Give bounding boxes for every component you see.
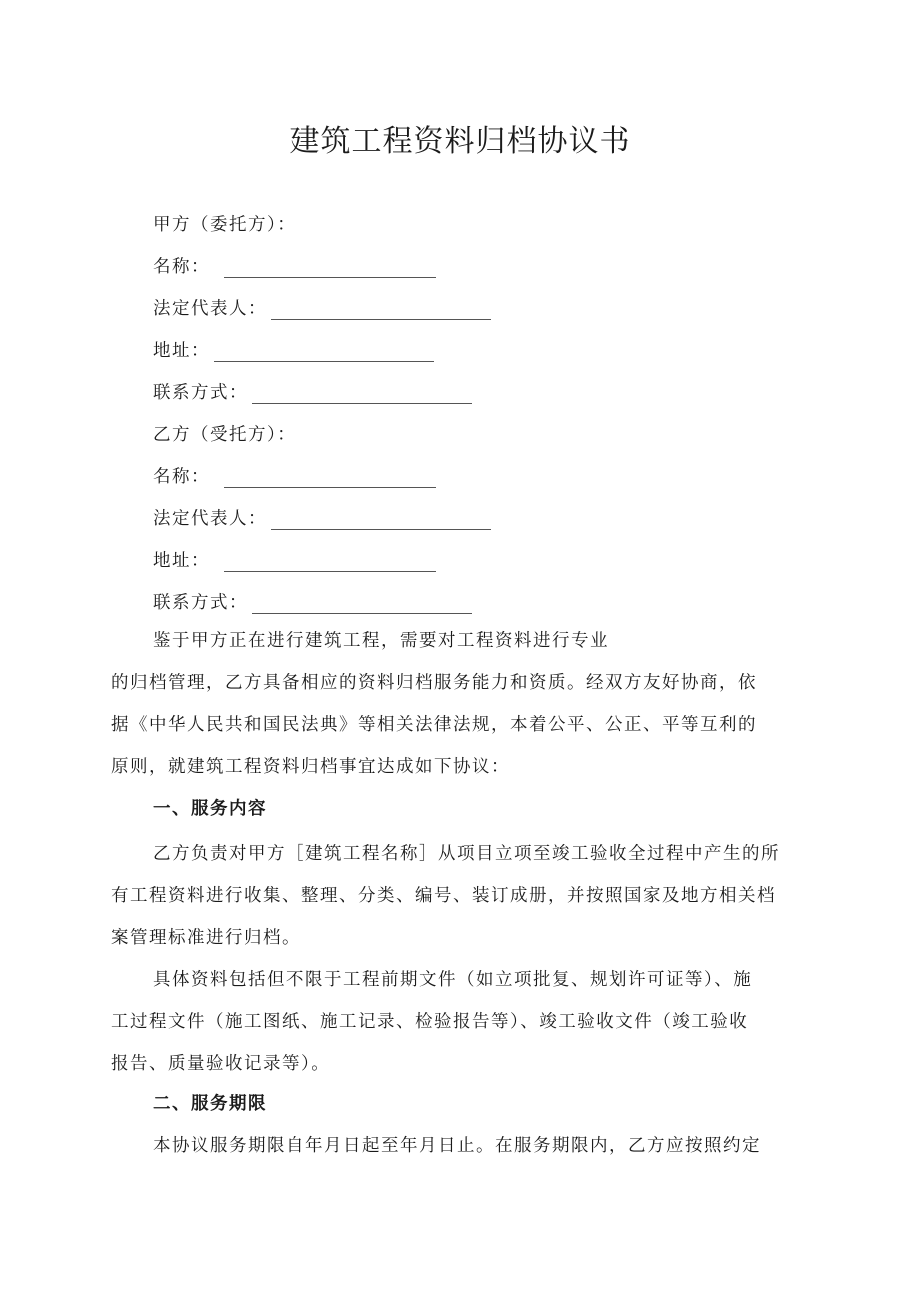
party-b-name-label: 名称： (153, 467, 210, 487)
party-b-contact-row (153, 589, 472, 614)
section-1-p2-line-2: 工过程文件（施工图纸、施工记录、检验报告等）、竣工验收文件（竣工验收 (111, 1012, 749, 1032)
preamble-line-2: 的归档管理，乙方具备相应的资料归档服务能力和资质。经双方友好协商，依 (111, 673, 757, 693)
party-b-address-label: 地址： (153, 551, 210, 571)
party-a-address-label: 地址： (153, 341, 210, 361)
party-a-address-blank[interactable] (214, 343, 434, 362)
section-2-p1-line-1: 本协议服务期限自年月日起至年月日止。在服务期限内，乙方应按照约定 (153, 1136, 761, 1156)
party-a-contact-label: 联系方式： (153, 383, 248, 403)
party-b-rep-label: 法定代表人： (153, 509, 267, 529)
party-a-contact-row (153, 379, 472, 404)
section-1-p2-line-3: 报告、质量验收记录等）。 (111, 1054, 331, 1074)
party-a-rep-label: 法定代表人： (153, 299, 267, 319)
section-1-p1-line-3: 案管理标准进行归档。 (111, 928, 301, 948)
party-b-rep-row (153, 505, 491, 530)
section-2-heading: 二、服务期限 (153, 1094, 267, 1114)
party-b-contact-blank[interactable] (252, 595, 472, 614)
party-b-name-blank[interactable] (224, 469, 436, 488)
party-b-rep-blank[interactable] (271, 511, 491, 530)
party-a-contact-blank[interactable] (252, 385, 472, 404)
party-a-name-blank[interactable] (224, 259, 436, 278)
party-b-address-row (153, 547, 436, 572)
document-title: 建筑工程资料归档协议书 (289, 124, 631, 159)
section-1-p2-line-1: 具体资料包括但不限于工程前期文件（如立项批复、规划许可证等）、施 (153, 970, 753, 990)
party-b-contact-label: 联系方式： (153, 593, 248, 613)
party-a-name-row (153, 253, 436, 278)
preamble-line-4: 原则，就建筑工程资料归档事宜达成如下协议： (111, 757, 510, 777)
party-a-rep-row (153, 295, 491, 320)
party-b-name-row (153, 463, 436, 488)
preamble-line-1: 鉴于甲方正在进行建筑工程，需要对工程资料进行专业 (153, 631, 609, 651)
section-1-p1-line-1: 乙方负责对甲方［建筑工程名称］从项目立项至竣工验收全过程中产生的所 (153, 844, 780, 864)
party-a-name-label: 名称： (153, 257, 210, 277)
section-1-heading: 一、服务内容 (153, 799, 267, 819)
party-b-address-blank[interactable] (224, 553, 436, 572)
party-a-address-row (153, 337, 434, 362)
party-a-rep-blank[interactable] (271, 301, 491, 320)
party-a-header: 甲方（委托方）： (153, 215, 297, 235)
preamble-line-3: 据《中华人民共和国民法典》等相关法律法规，本着公平、公正、平等互利的 (111, 715, 757, 735)
party-b-header: 乙方（受托方）： (153, 425, 297, 445)
section-1-p1-line-2: 有工程资料进行收集、整理、分类、编号、装订成册，并按照国家及地方相关档 (111, 886, 776, 906)
